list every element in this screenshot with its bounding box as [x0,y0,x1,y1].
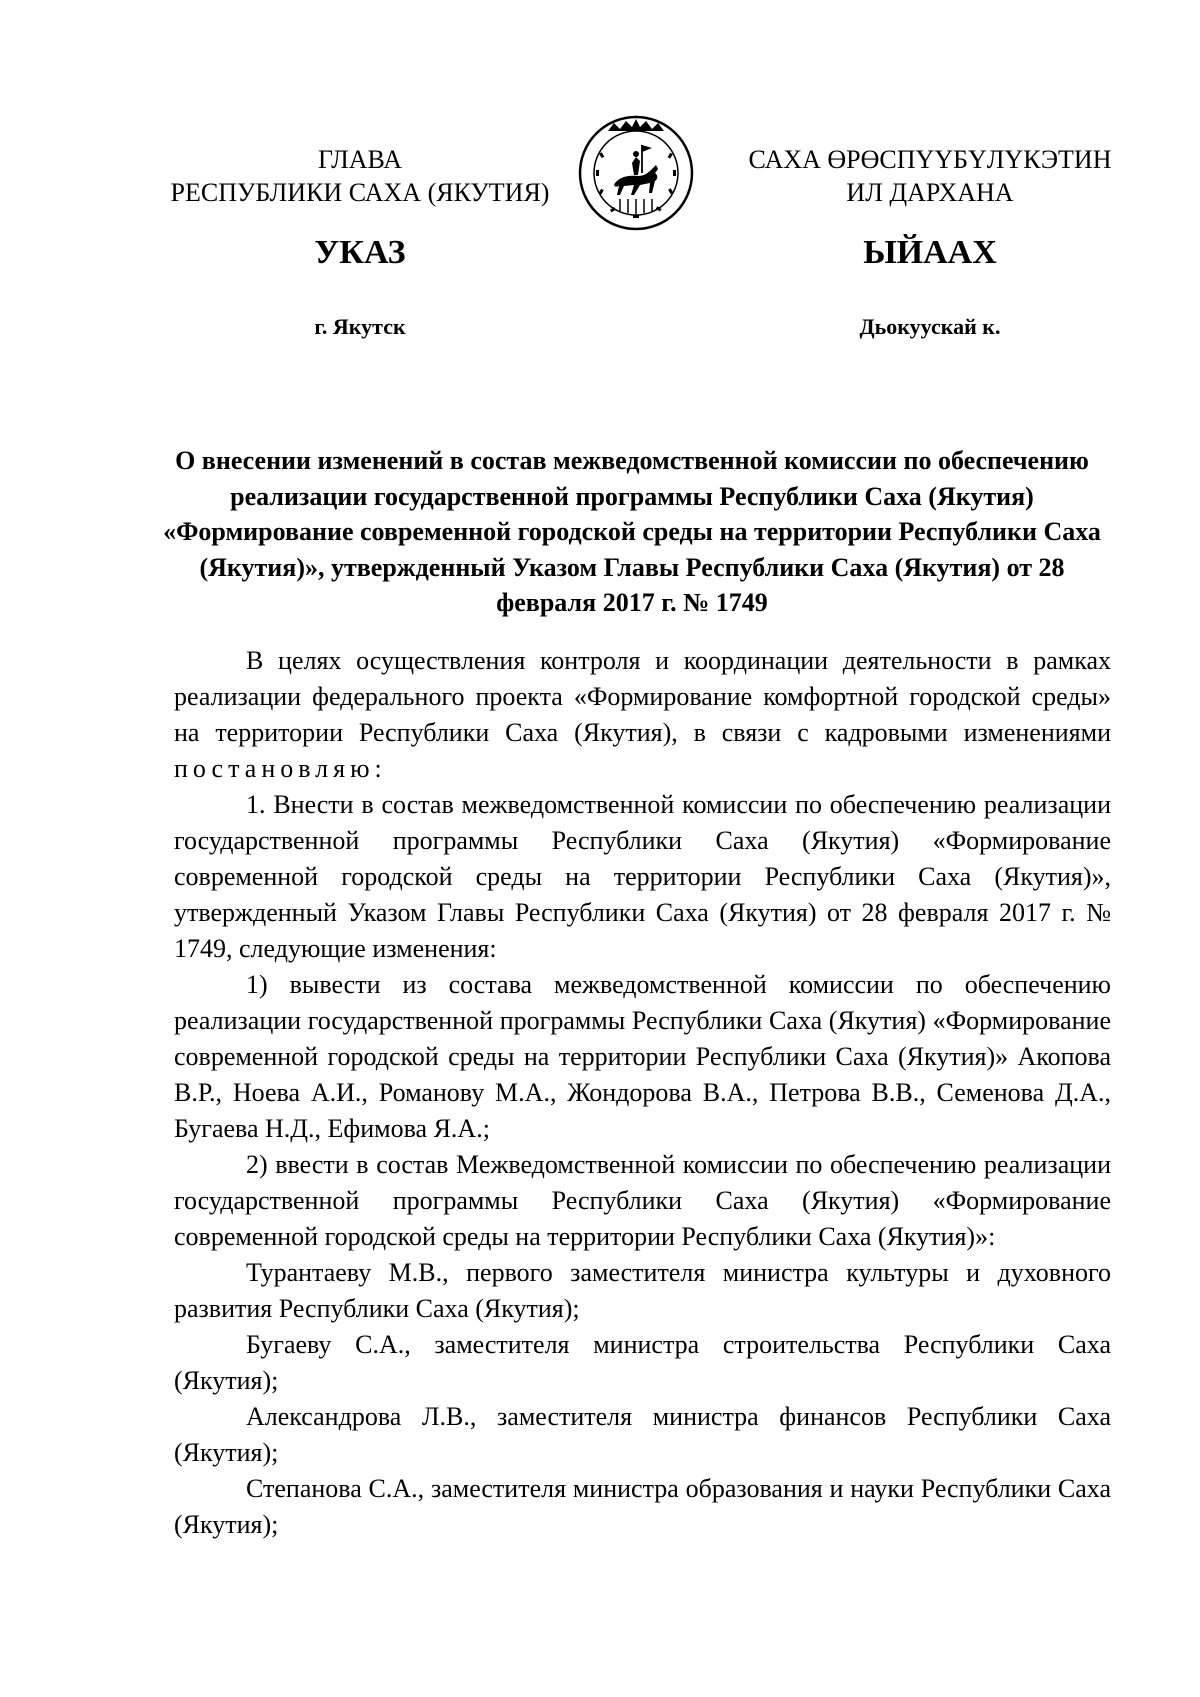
issuer-title-yakut-line1: САХА ӨРӨСПҮҮБҮЛҮКЭТИН [748,145,1112,174]
person-entry-1: Турантаеву М.В., первого заместителя министра культуры и духовного развития Республики Саха (Якутия); [174,1258,1111,1323]
issuer-title-line2: РЕСПУБЛИКИ САХА (ЯКУТИЯ) [170,178,550,207]
city-russian: г. Якутск [314,314,406,339]
intro-paragraph [174,643,1111,787]
intro-colon: : [374,754,382,783]
issuer-block-yakut [720,143,1140,209]
document-type-russian: УКАЗ [314,234,406,271]
document-body [174,643,1111,1543]
issuer-title-line1: ГЛАВА [318,145,402,174]
person-entry-2: Бугаеву С.А., заместителя министра строительства Республики Саха (Якутия); [174,1330,1111,1395]
coat-of-arms-icon [578,115,694,231]
person-entry-3: Александрова Л.В., заместителя министра финансов Республики Саха (Якутия); [174,1402,1111,1467]
resolve-word: постановляю [174,754,375,783]
document-title: О внесении изменений в состав межведомственной комиссии по обеспечению реализации государственной программы Республики Саха (Якутия) «Формирование современной городской среды на территории Республики Саха (Якутия)», утвержденный Указом Главы Республики Саха (Якутия) от 28 февраля 2017 г. № 1749 [163,446,1101,617]
intro-text: В целях осуществления контроля и координации деятельности в рамках реализации федерального проекта «Формирование комфортной городской среды» на территории Республики Саха (Якутия), в связи с кадровыми изменениями [174,646,1111,747]
document-type-yakut: ЫЙААХ [863,234,997,271]
item-1-1: 1) вывести из состава межведомственной комиссии по обеспечению реализации государственной программы Республики Саха (Якутия) «Формирование современной городской среды на территории Республики Саха (Якутия)» Акопова В.Р., Ноева А.И., Романову М.А., Жондорова В.А., Петрова В.В., Семенова Д.А., Бугаева Н.Д., Ефимова Я.А.; [174,970,1111,1143]
issuer-block-russian [150,143,570,209]
city-yakut: Дьокуускай к. [859,314,1001,339]
item-1: 1. Внести в состав межведомственной комиссии по обеспечению реализации государственной программы Республики Саха (Якутия) «Формирование современной городской среды на территории Республики Саха (Якутия)», утвержденный Указом Главы Республики Саха (Якутия) от 28 февраля 2017 г. № 1749, следующие изменения: [174,790,1111,963]
issuer-title-yakut-line2: ИЛ ДАРХАНА [846,178,1014,207]
person-entry-4: Степанова С.А., заместителя министра образования и науки Республики Саха (Якутия); [174,1474,1111,1539]
item-1-2: 2) ввести в состав Межведомственной комиссии по обеспечению реализации государственной программы Республики Саха (Якутия) «Формирование современной городской среды на территории Республики Саха (Якутия)»: [174,1150,1111,1251]
